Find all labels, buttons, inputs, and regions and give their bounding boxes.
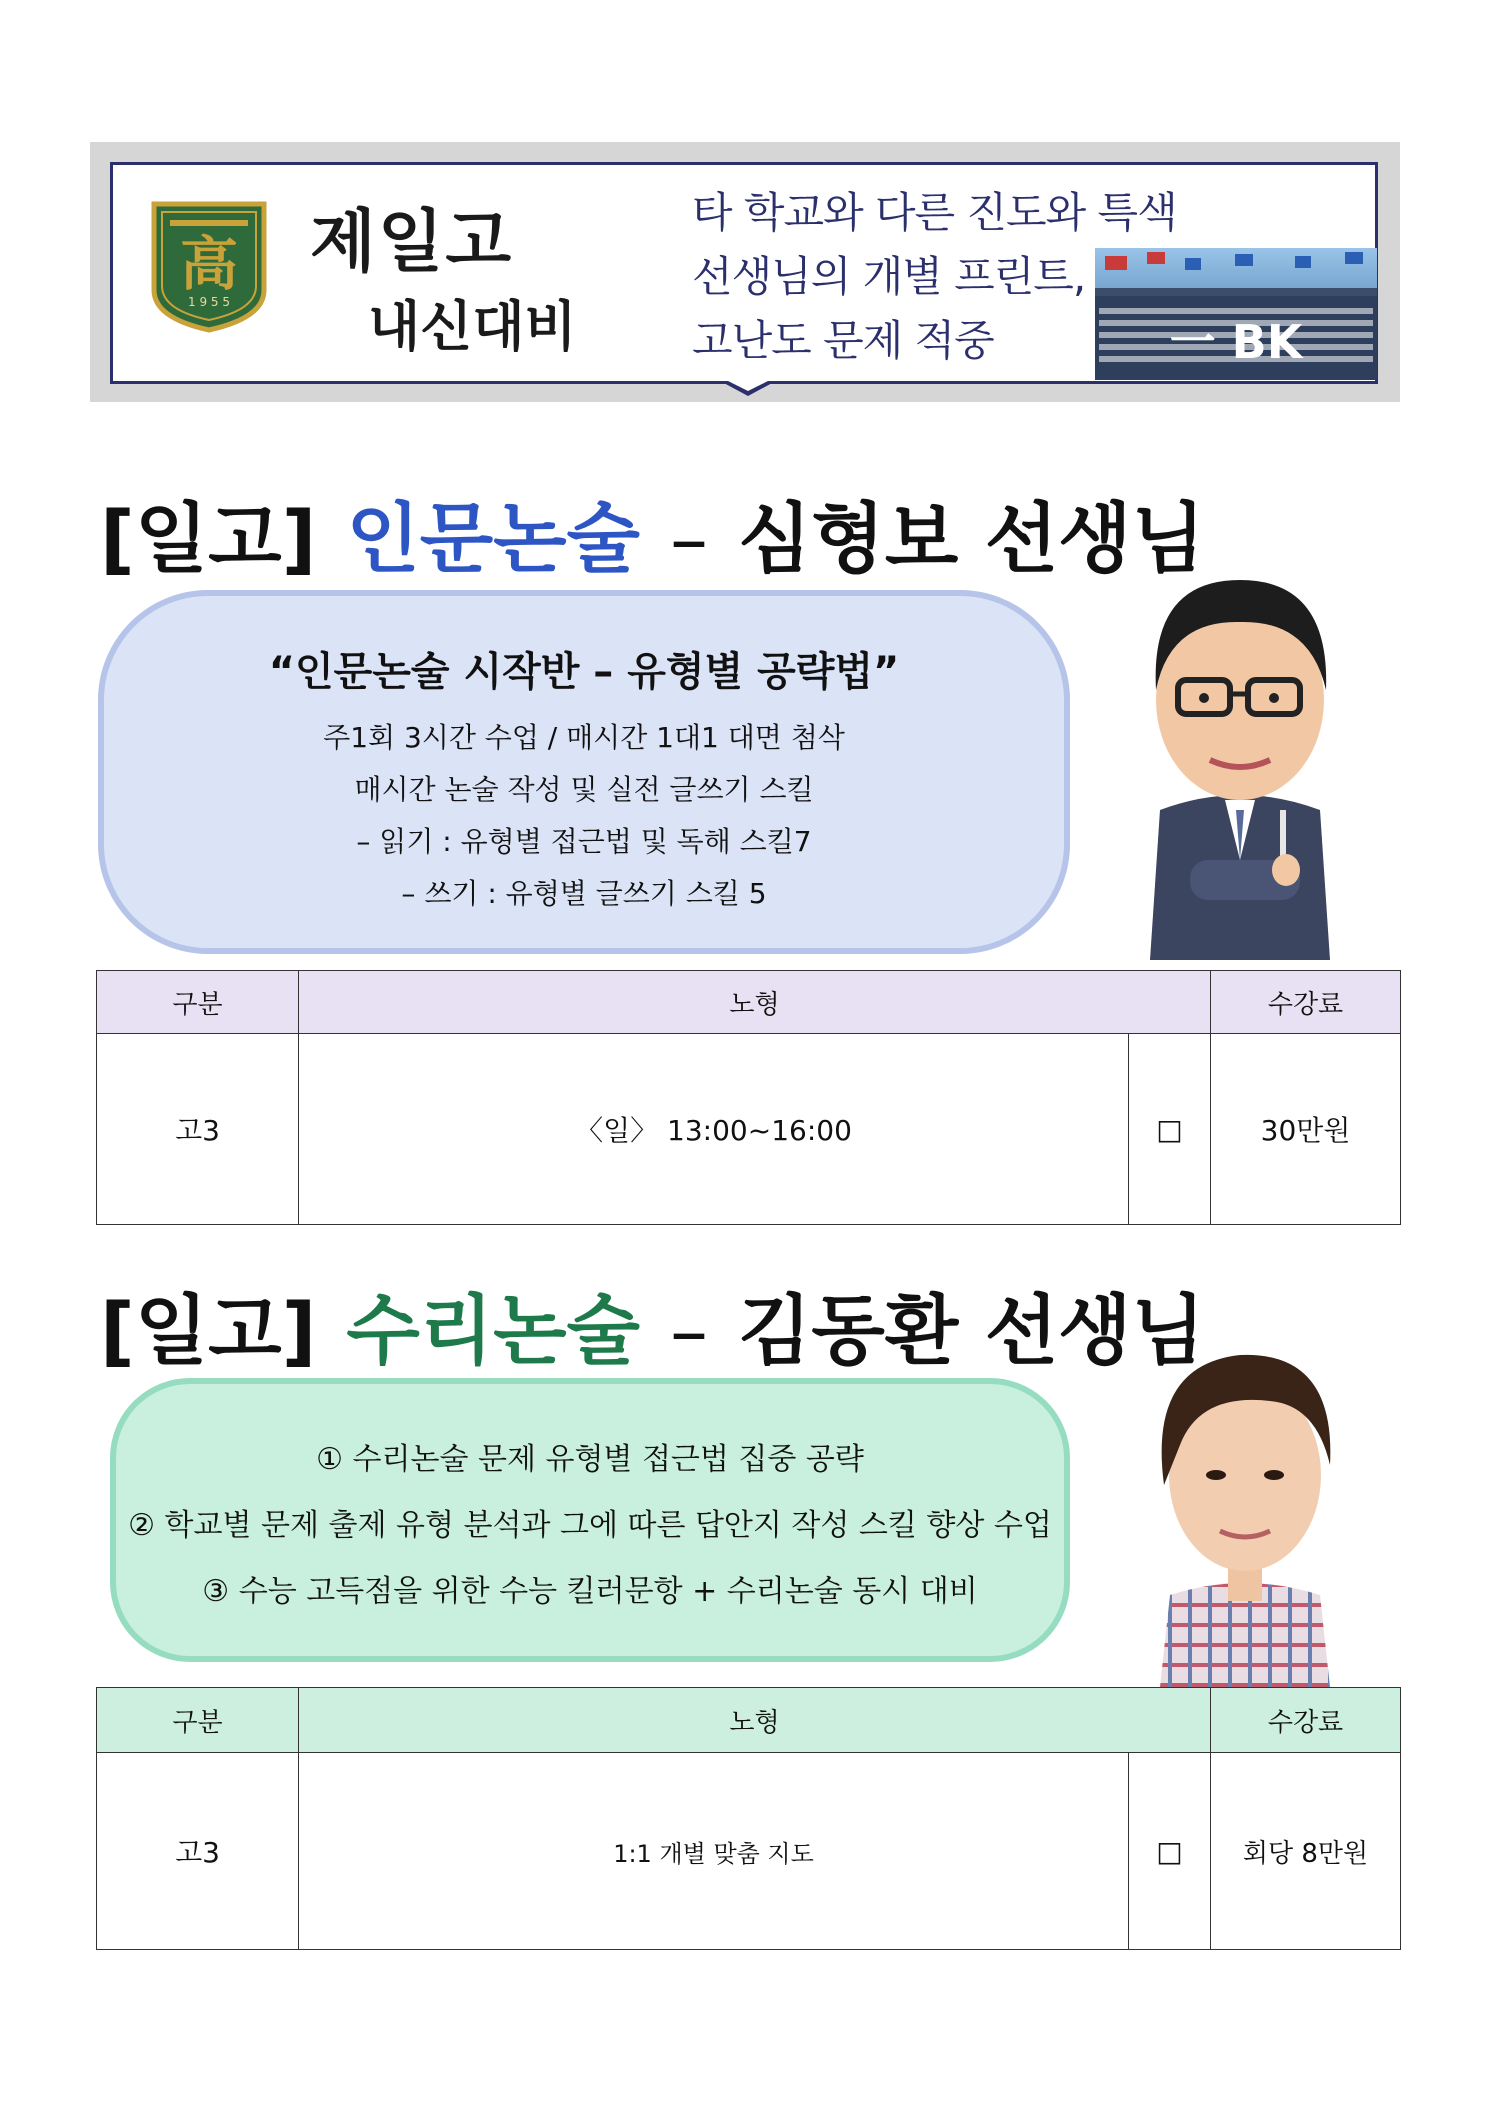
schedule-cell: 〈일〉 13:00~16:00 [299, 1034, 1129, 1225]
svg-text:1 9 5 5: 1 9 5 5 [188, 295, 230, 309]
enroll-checkbox[interactable]: □ [1129, 1034, 1211, 1225]
slogan-line: 선생님의 개별 프린트, [692, 252, 1086, 301]
course-description-box [98, 590, 1070, 954]
brand-title: 제일고 [310, 203, 514, 282]
course-detail: – 읽기 : 유형별 접근법 및 독해 스킬7 [356, 825, 812, 858]
enroll-checkbox[interactable]: □ [1129, 1753, 1211, 1950]
header-fee: 수강료 [1211, 971, 1401, 1034]
fee-cell: 회당 8만원 [1211, 1753, 1401, 1950]
stadium-photo [1095, 248, 1377, 380]
grade-cell: 고3 [97, 1034, 299, 1225]
dash: – [669, 494, 708, 583]
course-title: “인문논술 시작반 – 유형별 공략법” [268, 649, 900, 695]
section-heading-humanities [100, 478, 1205, 587]
schedule-table [96, 970, 1401, 1225]
schedule-cell: 1:1 개별 맞춤 지도 [299, 1753, 1129, 1950]
teacher-name: 심형보 선생님 [737, 494, 1205, 583]
schedule-table [96, 1687, 1401, 1950]
course-detail: 매시간 논술 작성 및 실전 글쓰기 스킬 [354, 773, 814, 806]
slogan-line: 타 학교와 다른 진도와 특색 [692, 188, 1177, 237]
course-description-box [110, 1378, 1070, 1662]
school-label: [일고] [100, 494, 317, 583]
header-fee: 수강료 [1211, 1688, 1401, 1753]
svg-text:高: 高 [179, 230, 239, 298]
course-detail: 주1회 3시간 수업 / 매시간 1대1 대면 첨삭 [323, 721, 845, 754]
section-heading-math [100, 1270, 1205, 1379]
brand-subtitle: 내신대비 [368, 295, 577, 358]
slogan-line: 고난도 문제 적중 [692, 316, 994, 365]
subject-label: 인문논술 [346, 494, 640, 583]
teacher-caricature [1140, 1335, 1350, 1687]
course-detail: – 쓰기 : 유형별 글쓰기 스킬 5 [401, 877, 767, 910]
grade-cell: 고3 [97, 1753, 299, 1950]
course-detail: ① 수리논술 문제 유형별 접근법 집중 공략 [316, 1442, 864, 1477]
subject-label: 수리논술 [346, 1286, 640, 1375]
table-row [97, 1034, 1401, 1225]
svg-text:一 BK: 一 BK [1169, 315, 1303, 369]
header-category: 구분 [97, 971, 299, 1034]
header-category: 구분 [97, 1688, 299, 1753]
teacher-caricature [1130, 560, 1350, 960]
course-detail: ② 학교별 문제 출제 유형 분석과 그에 따른 답안지 작성 스킬 향상 수업 [128, 1508, 1052, 1543]
school-emblem-icon [150, 198, 268, 334]
header-schedule: 노형 [299, 1688, 1211, 1753]
course-detail: ③ 수능 고득점을 위한 수능 킬러문항 + 수리논술 동시 대비 [202, 1574, 978, 1609]
fee-cell: 30만원 [1211, 1034, 1401, 1225]
school-label: [일고] [100, 1286, 317, 1375]
dash: – [669, 1286, 708, 1375]
teacher-name: 김동환 선생님 [737, 1286, 1205, 1375]
header-schedule: 노형 [299, 971, 1211, 1034]
table-row [97, 1753, 1401, 1950]
